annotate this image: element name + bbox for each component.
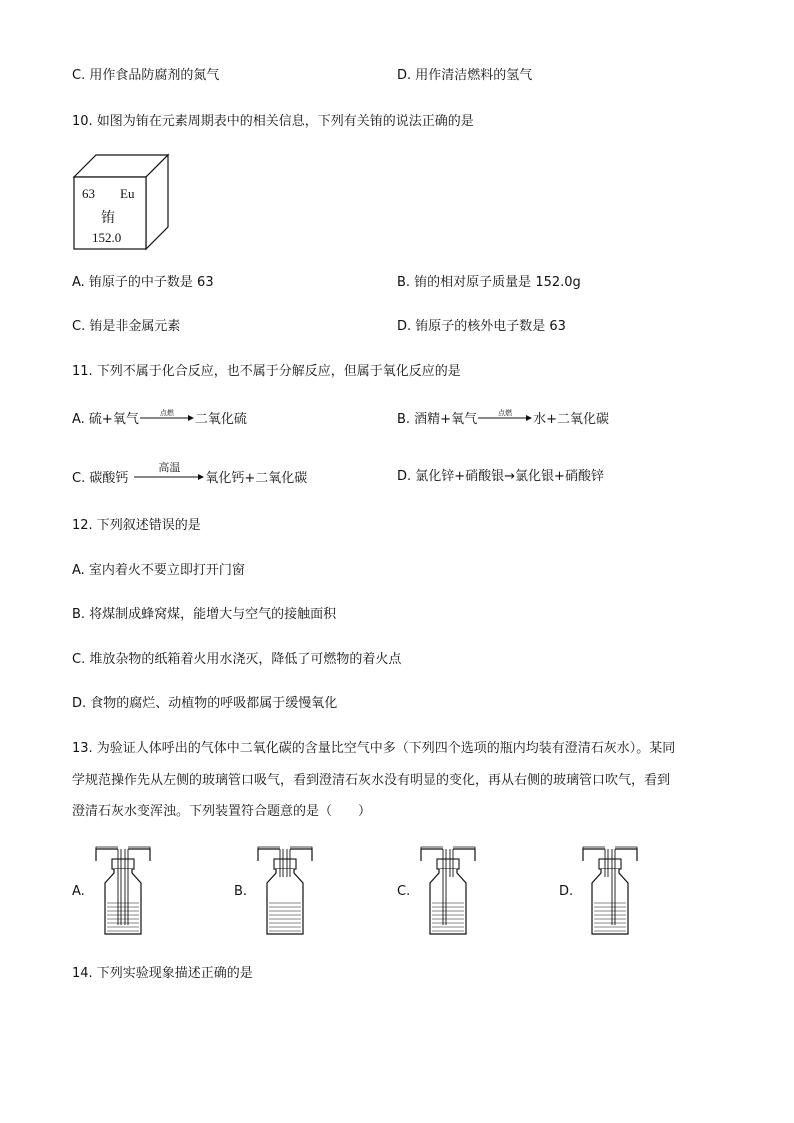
- atomic-number: 63: [82, 186, 95, 201]
- reaction-arrow: [140, 409, 194, 423]
- q12-option-b: B. 将煤制成蜂窝煤，能增大与空气的接触面积: [72, 607, 337, 622]
- q13-label-b: B.: [234, 884, 248, 899]
- q13-stem-line1: 13. 为验证人体呼出的气体中二氧化碳的含量比空气中多（下列四个选项的瓶内均装有澄清石灰水）。某同: [72, 741, 676, 756]
- q11-b-reactants: B. 酒精+氧气: [397, 412, 478, 427]
- q13-stem-line2: 学规范操作先从左侧的玻璃管口吸气，看到澄清石灰水没有明显的变化，再从右侧的玻璃管口吹气，看到: [72, 773, 671, 788]
- reaction-condition: 点燃: [159, 409, 174, 417]
- q12-option-d: D. 食物的腐烂、动植物的呼吸都属于缓慢氧化: [72, 696, 338, 711]
- gas-bottle-b-icon: [250, 843, 320, 938]
- q11-option-a: [72, 409, 247, 429]
- q12-option-a: A. 室内着火不要立即打开门窗: [72, 563, 245, 578]
- q11-b-product: 水+二氧化碳: [533, 412, 609, 427]
- q10-option-a: A. 铕原子的中子数是 63: [72, 275, 214, 290]
- q13-label-d: D.: [559, 884, 574, 899]
- reaction-condition: 高温: [158, 461, 181, 474]
- q13-label-c: C.: [397, 884, 411, 899]
- reaction-arrow: [478, 409, 532, 423]
- element-tile-europium: [72, 153, 172, 257]
- q11-c-product: 氧化钙+二氧化碳: [205, 471, 308, 486]
- q10-option-d: D. 铕原子的核外电子数是 63: [397, 319, 566, 334]
- q11-option-c: [72, 461, 308, 488]
- q13-stem-line3: 澄清石灰水变浑浊。下列装置符合题意的是（ ）: [72, 804, 372, 819]
- q12-option-c: C. 堆放杂物的纸箱着火用水浇灭，降低了可燃物的着火点: [72, 652, 402, 667]
- q9-option-c: C. 用作食品防腐剂的氮气: [72, 68, 220, 83]
- gas-bottle-a-icon: [88, 843, 158, 938]
- q10-option-c: C. 铕是非金属元素: [72, 319, 181, 334]
- q10-option-b: B. 铕的相对原子质量是 152.0g: [397, 275, 581, 290]
- q11-option-b: [397, 409, 609, 429]
- q11-stem: 11. 下列不属于化合反应，也不属于分解反应，但属于氧化反应的是: [72, 364, 461, 379]
- q11-c-reactant: C. 碳酸钙: [72, 471, 129, 486]
- q11-a-product: 二氧化硫: [194, 412, 247, 427]
- element-symbol: Eu: [120, 186, 135, 201]
- q10-stem: 10. 如图为铕在元素周期表中的相关信息，下列有关铕的说法正确的是: [72, 114, 474, 129]
- q13-label-a: A.: [72, 884, 85, 899]
- atomic-mass: 152.0: [92, 230, 122, 245]
- gas-bottle-d-icon: [575, 843, 645, 938]
- q14-stem: 14. 下列实验现象描述正确的是: [72, 966, 253, 981]
- gas-bottle-c-icon: [413, 843, 483, 938]
- element-tile-cube: [72, 153, 172, 253]
- q12-stem: 12. 下列叙述错误的是: [72, 518, 201, 533]
- element-name: 铕: [101, 210, 115, 226]
- reaction-condition: 点燃: [498, 409, 513, 417]
- q11-a-reactants: A. 硫+氧气: [72, 412, 139, 427]
- q11-option-d: D. 氯化锌+硝酸银→氯化银+硝酸锌: [397, 469, 604, 484]
- q9-option-d: D. 用作清洁燃料的氢气: [397, 68, 533, 83]
- reaction-arrow: [134, 461, 204, 482]
